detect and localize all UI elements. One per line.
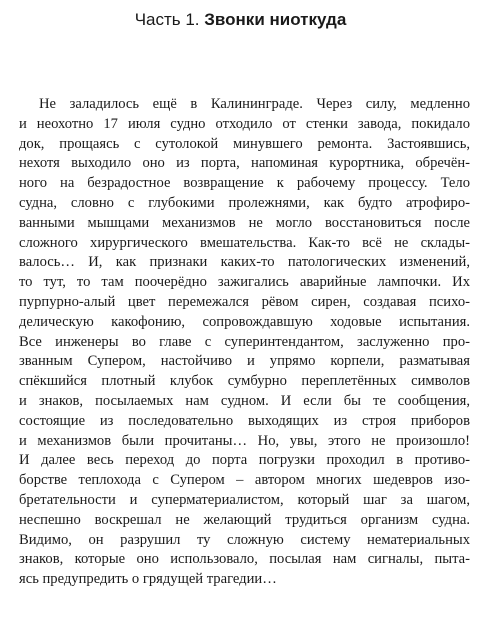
text-line: бретательности и суперматериалистом, который шаг за шагом, — [19, 491, 470, 508]
text-line: судна, словно с глубокими пролежнями, как будто атрофиро- — [19, 194, 470, 211]
text-line: док, прощаясь с сутолокой минувшего ремонта. Застоявшись, — [19, 135, 470, 152]
text-line: валось… И, как признаки каких-то патологических изменений, — [19, 254, 470, 271]
text-line: нехотя выходило оно из порта, напоминая курортника, обречён- — [19, 155, 470, 172]
text-line: ясь предупредить о грядущей трагедии… — [19, 571, 277, 588]
text-line: ванными мышцами механизмов не могло восстановиться после — [19, 214, 470, 231]
text-line: ного на безрадостное возвращение к рабочему процессу. Тело — [19, 175, 470, 192]
text-line: Все инженеры во главе с суперинтендантом, заслуженно про- — [19, 333, 470, 350]
text-line: знаков, которые оно использовало, посылая нам сигналы, пыта- — [19, 551, 470, 568]
text-line: Видимо, он разрушил ту сложную систему нематериальных — [19, 531, 470, 548]
text-line: спёкшийся плотный клубок сумбурно переплетённых символов — [19, 373, 470, 390]
text-line: и знаков, посылаемых нам судном. И если бы те сообщения, — [19, 392, 470, 409]
text-line: состоящие из последовательно выходящих из строя приборов — [19, 412, 470, 429]
text-line: неспешно воскрешал не желающий трудиться организм судна. — [19, 511, 470, 528]
part-label: Часть 1. — [134, 10, 200, 29]
text-line: пурпурно-алый цвет перемежался рёвом сирен, создавая психо- — [19, 293, 470, 310]
text-line: И далее весь переход до порта погрузки проходил в противо- — [19, 452, 470, 469]
text-line: званным Супером, настойчиво и упрямо корпели, разматывая — [19, 353, 470, 370]
text-line: сложного хирургического вмешательства. Как-то всё не склады- — [19, 234, 470, 251]
body-paragraph — [19, 95, 470, 590]
text-line: борстве теплохода с Супером – автором многих шедевров изо- — [19, 472, 470, 489]
chapter-heading — [0, 9, 481, 31]
text-line: Не заладилось ещё в Калининграде. Через силу, медленно — [39, 96, 470, 112]
chapter-title: Звонки ниоткуда — [204, 10, 347, 29]
text-line: то тут, то там поочерёдно зажигались аварийные лампочки. Их — [19, 274, 470, 291]
text-line: делическую какофонию, сопровождавшую ходовые испытания. — [19, 313, 470, 330]
text-line: и неохотно 17 июля судно отходило от стенки завода, покидало — [19, 115, 470, 132]
text-line: и механизмов были прочитаны… Но, увы, этого не произошло! — [19, 432, 470, 449]
